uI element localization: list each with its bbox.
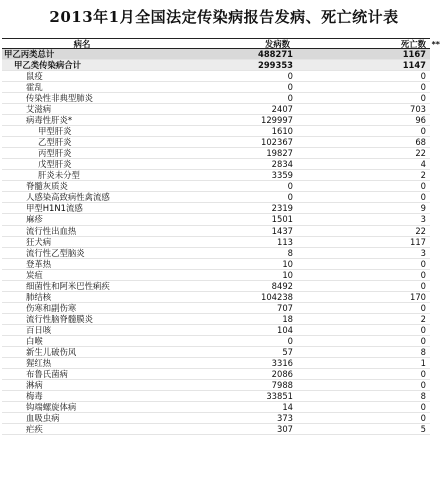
deaths-cell: 5 <box>420 424 426 435</box>
cases-cell: 104 <box>277 324 293 335</box>
table-row <box>2 203 430 214</box>
deaths-cell: 68 <box>415 137 426 148</box>
disease-name-cell: 梅毒 <box>26 390 43 401</box>
disease-name-cell: 流行性乙型脑炎 <box>26 247 85 258</box>
deaths-cell: 170 <box>410 291 426 302</box>
cases-cell: 3359 <box>271 170 293 181</box>
disease-name-cell: 伤寒和副伤寒 <box>26 302 77 313</box>
cases-cell: 0 <box>287 71 293 82</box>
disease-name-cell: 麻疹 <box>26 214 43 225</box>
table-row <box>2 303 430 314</box>
deaths-cell: 0 <box>420 82 426 93</box>
disease-name-cell: 百日咳 <box>26 324 52 335</box>
header-cases: 发病数 <box>264 39 290 49</box>
disease-name-cell: 流行性脑脊髓膜炎 <box>26 313 93 324</box>
table-row <box>2 314 430 325</box>
deaths-cell: 703 <box>410 104 426 115</box>
table-row <box>2 358 430 369</box>
disease-name-cell: 甲型H1N1流感 <box>26 203 83 214</box>
table-row <box>2 93 430 104</box>
table-row <box>2 237 430 248</box>
disease-name-cell: 血吸虫病 <box>26 413 60 424</box>
cases-cell: 14 <box>282 402 293 412</box>
table-row <box>2 259 430 270</box>
cases-cell: 1610 <box>271 126 293 137</box>
cases-cell: 0 <box>287 82 293 93</box>
disease-name-cell: 病毒性肝炎* <box>26 115 73 126</box>
cases-cell: 3316 <box>271 357 293 368</box>
table-row <box>2 347 430 358</box>
deaths-cell: 117 <box>410 236 426 247</box>
cases-cell: 10 <box>282 269 293 280</box>
deaths-cell: 3 <box>420 214 426 225</box>
deaths-cell: 4 <box>420 159 426 170</box>
deaths-cell: 1 <box>420 357 426 368</box>
deaths-cell: 0 <box>420 71 426 82</box>
page-title: 2013年1月全国法定传染病报告发病、死亡统计表 <box>49 8 399 26</box>
disease-name-cell: 新生儿破伤风 <box>26 346 77 357</box>
cases-cell: 1437 <box>271 225 293 236</box>
table-row <box>2 248 430 259</box>
disease-name-cell: 猩红热 <box>26 357 52 368</box>
table-row <box>2 137 430 148</box>
disease-name-cell: 肝炎未分型 <box>38 170 80 181</box>
table-row <box>2 148 430 159</box>
cases-cell: 129997 <box>261 115 293 126</box>
deaths-cell: 0 <box>420 126 426 137</box>
table-row <box>2 325 430 336</box>
deaths-cell: 0 <box>420 181 426 192</box>
table-row <box>2 181 430 192</box>
cases-cell: 113 <box>277 236 293 247</box>
cases-cell: 0 <box>287 181 293 192</box>
table-row <box>2 336 430 347</box>
deaths-cell: 0 <box>420 258 426 269</box>
table-row <box>2 380 430 391</box>
table-row <box>2 126 430 137</box>
cases-cell: 18 <box>282 313 293 324</box>
cases-cell: 2407 <box>271 104 293 115</box>
table-body <box>2 49 430 435</box>
cases-cell: 707 <box>277 302 293 313</box>
statistics-table <box>2 38 440 435</box>
disease-name-cell: 甲乙类传染病合计 <box>14 60 81 71</box>
cases-cell: 299353 <box>258 60 293 71</box>
deaths-cell: 2 <box>420 313 426 324</box>
table-row <box>2 71 430 82</box>
disease-name-cell: 甲型肝炎 <box>38 126 72 137</box>
header-deaths: 死亡数 ** <box>400 39 440 49</box>
disease-name-cell: 狂犬病 <box>26 236 52 247</box>
table-row <box>2 292 430 303</box>
disease-name-cell: 甲乙丙类总计 <box>4 49 55 59</box>
cases-cell: 0 <box>287 335 293 346</box>
table-row <box>2 49 430 60</box>
table-row <box>2 424 430 435</box>
disease-name-cell: 疟疾 <box>26 424 43 435</box>
deaths-cell: 0 <box>420 402 426 412</box>
table-header <box>2 38 440 49</box>
disease-name-cell: 戊型肝炎 <box>38 159 72 170</box>
deaths-cell: 0 <box>420 269 426 280</box>
cases-cell: 19827 <box>266 148 293 159</box>
deaths-cell: 1167 <box>402 49 426 59</box>
table-row <box>2 413 430 424</box>
deaths-cell: 3 <box>420 247 426 258</box>
deaths-cell: 0 <box>420 93 426 104</box>
cases-cell: 8 <box>287 247 293 258</box>
disease-name-cell: 炭疽 <box>26 269 43 280</box>
cases-cell: 57 <box>282 346 293 357</box>
disease-name-cell: 鼠疫 <box>26 71 43 82</box>
cases-cell: 33851 <box>266 390 293 401</box>
table-row <box>2 115 430 126</box>
disease-name-cell: 艾滋病 <box>26 104 52 115</box>
deaths-cell: 96 <box>415 115 426 126</box>
deaths-cell: 9 <box>420 203 426 214</box>
deaths-cell: 0 <box>420 324 426 335</box>
table-row <box>2 226 430 237</box>
cases-cell: 104238 <box>261 291 293 302</box>
cases-cell: 2834 <box>271 159 293 170</box>
disease-name-cell: 钩端螺旋体病 <box>26 402 77 412</box>
deaths-cell: 8 <box>420 390 426 401</box>
deaths-cell: 22 <box>415 225 426 236</box>
disease-name-cell: 淋病 <box>26 379 43 390</box>
deaths-cell: 0 <box>420 379 426 390</box>
deaths-cell: 0 <box>420 192 426 203</box>
table-row <box>2 402 430 413</box>
disease-name-cell: 登革热 <box>26 258 52 269</box>
disease-name-cell: 丙型肝炎 <box>38 148 72 159</box>
deaths-cell: 0 <box>420 280 426 291</box>
deaths-cell: 0 <box>420 335 426 346</box>
disease-name-cell: 霍乱 <box>26 82 43 93</box>
disease-name-cell: 布鲁氏菌病 <box>26 368 68 379</box>
cases-cell: 0 <box>287 93 293 104</box>
disease-name-cell: 白喉 <box>26 335 43 346</box>
table-row <box>2 192 430 203</box>
table-row <box>2 170 430 181</box>
disease-name-cell: 人感染高致病性禽流感 <box>26 192 110 203</box>
table-row <box>2 391 430 402</box>
disease-name-cell: 脊髓灰质炎 <box>26 181 68 192</box>
table-row <box>2 281 430 292</box>
table-row <box>2 60 430 71</box>
cases-cell: 10 <box>282 258 293 269</box>
disease-name-cell: 细菌性和阿米巴性痢疾 <box>26 280 110 291</box>
cases-cell: 2319 <box>271 203 293 214</box>
table-row <box>2 82 430 93</box>
header-disease-name: 病名 <box>73 39 91 49</box>
cases-cell: 488271 <box>258 49 293 59</box>
deaths-cell: 1147 <box>402 60 426 71</box>
header-deaths-footnote-mark: ** <box>431 40 440 49</box>
deaths-cell: 0 <box>420 302 426 313</box>
disease-name-cell: 肺结核 <box>26 291 52 302</box>
deaths-cell: 0 <box>420 413 426 424</box>
disease-name-cell: 乙型肝炎 <box>38 137 72 148</box>
cases-cell: 102367 <box>261 137 293 148</box>
table-row <box>2 369 430 380</box>
table-row <box>2 214 430 225</box>
disease-name-cell: 传染性非典型肺炎 <box>26 93 93 104</box>
cases-cell: 373 <box>277 413 293 424</box>
table-row <box>2 104 430 115</box>
cases-cell: 7988 <box>271 379 293 390</box>
cases-cell: 0 <box>287 192 293 203</box>
cases-cell: 2086 <box>271 368 293 379</box>
cases-cell: 8492 <box>271 280 293 291</box>
table-row <box>2 270 430 281</box>
deaths-cell: 0 <box>420 368 426 379</box>
disease-name-cell: 流行性出血热 <box>26 225 77 236</box>
table-row <box>2 159 430 170</box>
deaths-cell: 22 <box>415 148 426 159</box>
deaths-cell: 2 <box>420 170 426 181</box>
cases-cell: 1501 <box>271 214 293 225</box>
deaths-cell: 8 <box>420 346 426 357</box>
cases-cell: 307 <box>277 424 293 435</box>
